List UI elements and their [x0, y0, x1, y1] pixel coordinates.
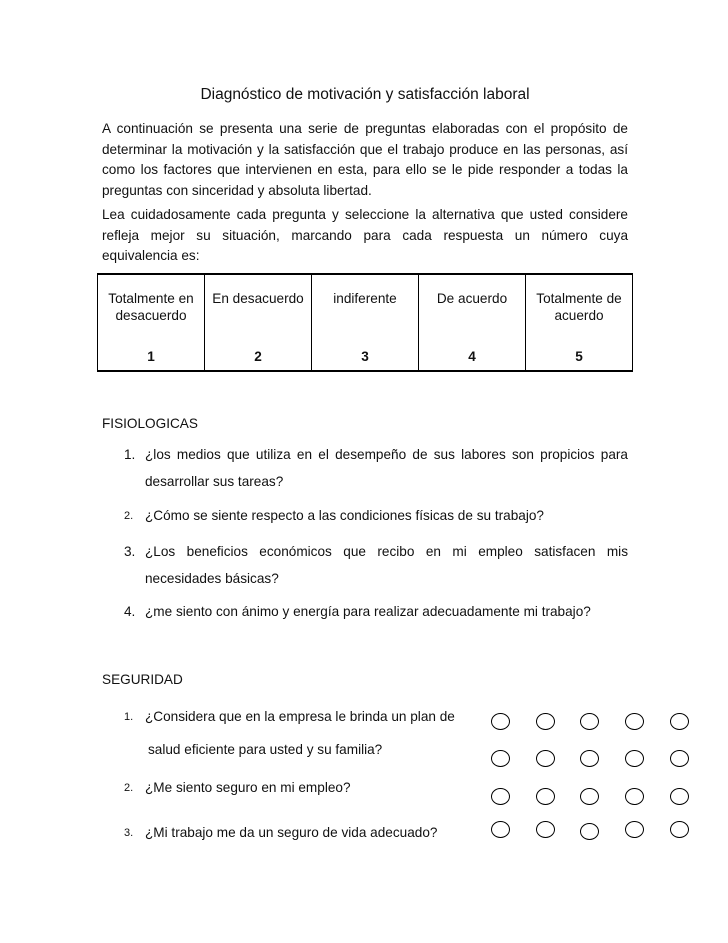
scale-value-5: 5: [526, 348, 633, 371]
question-text: ¿Considera que en la empresa le brinda un plan de: [145, 709, 455, 724]
answer-option-circle[interactable]: [625, 750, 644, 767]
answer-option-circle[interactable]: [670, 788, 689, 805]
answer-option-circle[interactable]: [580, 713, 599, 730]
question-text: ¿me siento con ánimo y energía para realizar adecuadamente mi trabajo?: [145, 604, 591, 619]
answer-option-circle[interactable]: [536, 750, 555, 767]
answer-option-circle[interactable]: [670, 713, 689, 730]
question-text: ¿Mi trabajo me da un seguro de vida adecuado?: [145, 825, 438, 840]
question-number: 3.: [124, 544, 136, 559]
section-title-seguridad: SEGURIDAD: [102, 672, 183, 687]
answer-option-circle[interactable]: [670, 821, 689, 838]
scale-label-5: Totalmente de acuerdo: [526, 274, 633, 348]
scale-value-2: 2: [205, 348, 312, 371]
scale-labels-row: [98, 274, 633, 348]
section-title-fisiologicas: FISIOLOGICAS: [102, 416, 198, 431]
answer-option-circle[interactable]: [536, 788, 555, 805]
answer-option-circle[interactable]: [536, 713, 555, 730]
scale-label-3: indiferente: [312, 274, 419, 348]
question-number: 2.: [124, 782, 134, 794]
question-text: ¿Cómo se siente respecto a las condiciones físicas de su trabajo?: [145, 508, 544, 523]
question-text: ¿Me siento seguro en mi empleo?: [145, 780, 351, 795]
scale-values-row: [98, 348, 633, 371]
rating-scale-table: [97, 273, 633, 372]
question-number: 2.: [124, 510, 134, 522]
question-number: 3.: [124, 827, 134, 839]
scale-value-4: 4: [419, 348, 526, 371]
intro-paragraph: A continuación se presenta una serie de preguntas elaboradas con el propósito de determinar la motivación y la satisfacción que el trabajo produce en las personas, así como los factores que intervienen en esta, para ello se le pide responder a todas la preguntas con sinceridad y absoluta libertad.: [102, 121, 628, 198]
scale-value-3: 3: [312, 348, 419, 371]
question-number: 4.: [124, 604, 136, 619]
question-text-continuation: salud eficiente para usted y su familia?: [148, 742, 383, 757]
answer-option-circle[interactable]: [625, 821, 644, 838]
answer-option-circle[interactable]: [625, 788, 644, 805]
scale-label-4: De acuerdo: [419, 274, 526, 348]
answer-option-circle[interactable]: [491, 788, 510, 805]
answer-option-circle[interactable]: [491, 750, 510, 767]
scale-label-2: En desacuerdo: [205, 274, 312, 348]
answer-option-circle[interactable]: [580, 823, 599, 840]
answer-option-circle[interactable]: [491, 713, 510, 730]
scale-label-1: Totalmente en desacuerdo: [98, 274, 205, 348]
document-title: Diagnóstico de motivación y satisfacción laboral: [200, 86, 530, 103]
question-number: 1.: [124, 447, 136, 462]
scale-value-1: 1: [98, 348, 205, 371]
answer-option-circle[interactable]: [670, 750, 689, 767]
answer-option-circle[interactable]: [625, 713, 644, 730]
instructions-paragraph: Lea cuidadosamente cada pregunta y seleccione la alternativa que usted considere refleja mejor su situación, marcando para cada respuesta un número cuya equivalencia es:: [102, 207, 628, 263]
question-number: 1.: [124, 711, 134, 723]
answer-option-circle[interactable]: [491, 821, 510, 838]
answer-option-circle[interactable]: [580, 750, 599, 767]
answer-option-circle[interactable]: [580, 788, 599, 805]
question-text: ¿los medios que utiliza en el desempeño de sus labores son propicios para desarrollar sus tareas?: [145, 447, 628, 489]
question-text: ¿Los beneficios económicos que recibo en mi empleo satisfacen mis necesidades básicas?: [145, 544, 628, 586]
answer-option-circle[interactable]: [536, 821, 555, 838]
